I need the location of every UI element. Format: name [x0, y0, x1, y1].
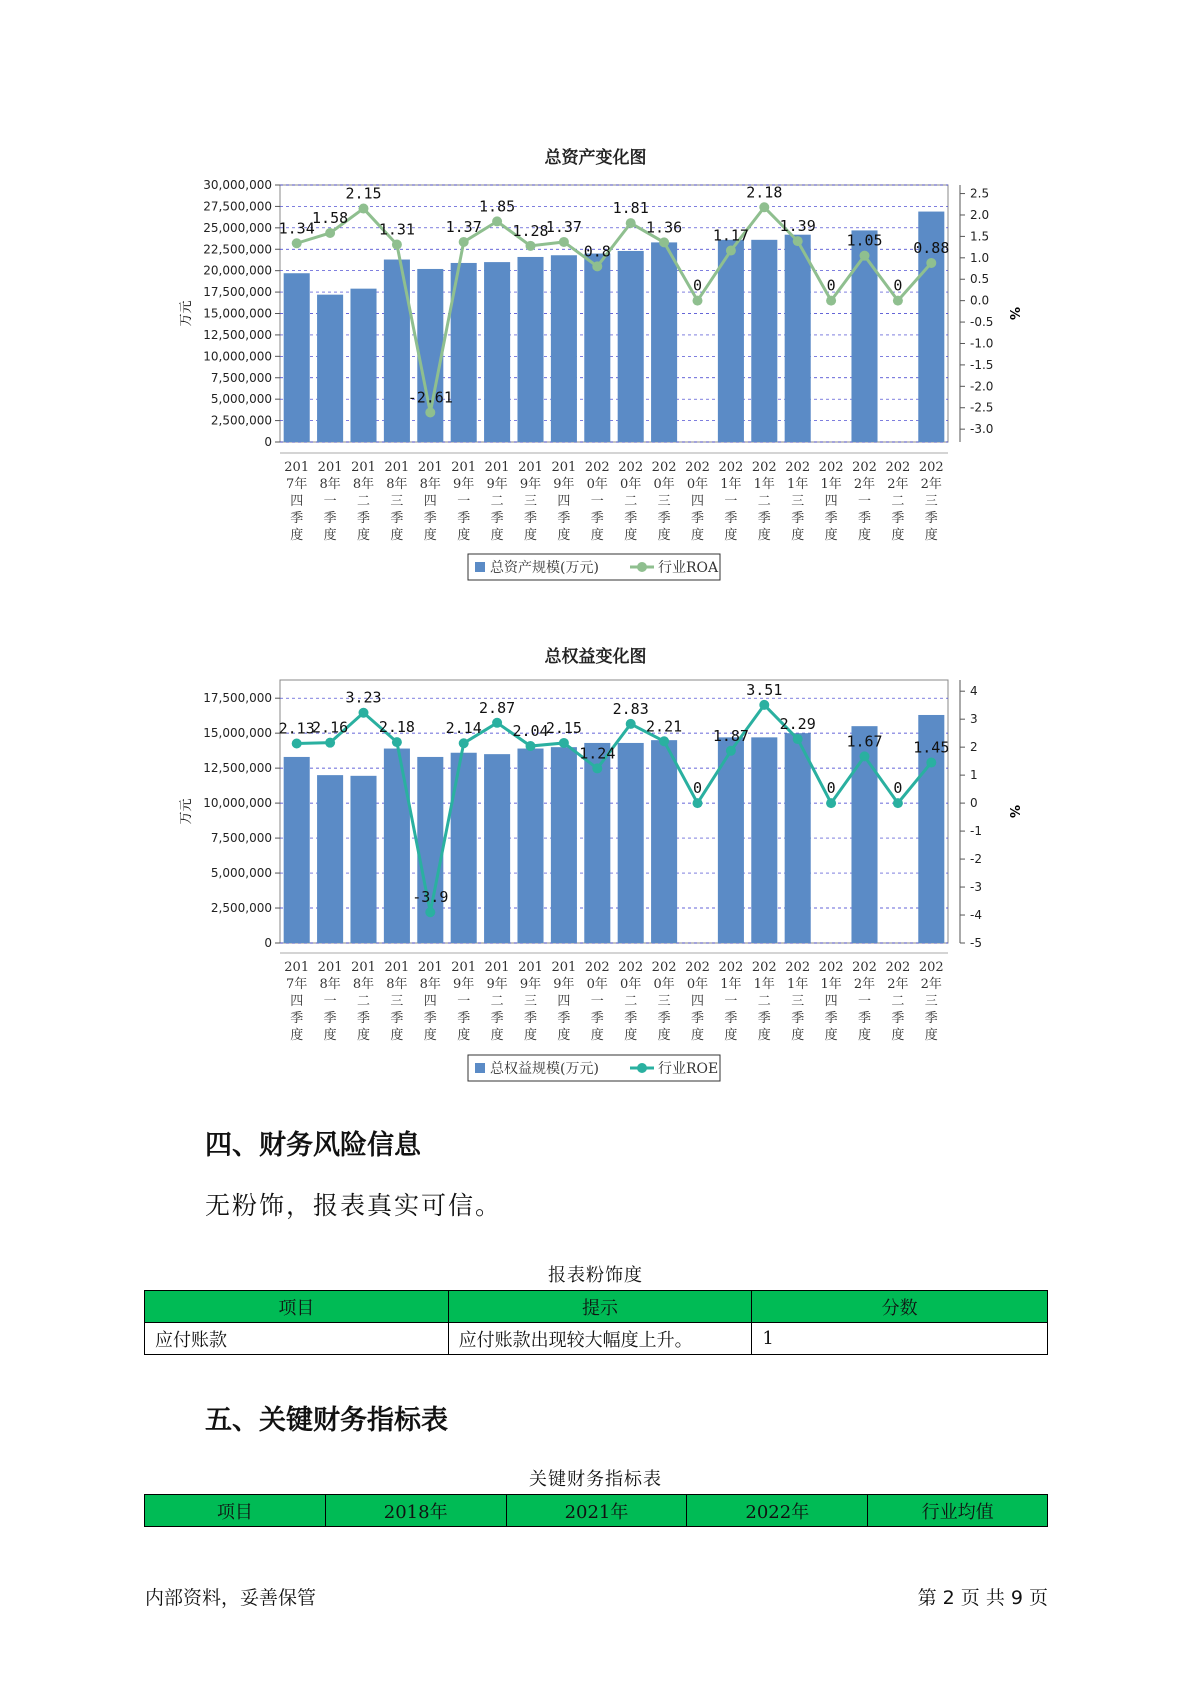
y-tick-label: 5,000,000: [210, 392, 272, 407]
line-point: [860, 251, 870, 261]
line-point: [626, 218, 636, 228]
line-point: [359, 708, 369, 718]
y-tick-label: 5,000,000: [210, 866, 272, 881]
y-tick-label: 2,500,000: [210, 901, 272, 916]
y2-tick-label: 1.5: [970, 229, 990, 244]
x-tick-label: 201 8年二季度: [351, 460, 376, 543]
table-header-row: [145, 1291, 1048, 1323]
bar: [317, 295, 343, 442]
y-tick-label: 27,500,000: [203, 199, 272, 214]
data-label: 2.15: [345, 184, 382, 203]
y-tick-label: 0: [264, 936, 272, 950]
y-tick-label: 20,000,000: [203, 263, 272, 278]
data-label: -2.61: [407, 388, 453, 407]
line-point: [726, 246, 736, 256]
key-indicators-table: [144, 1494, 1048, 1527]
line-point: [893, 296, 903, 306]
header-cell-item: 项目: [145, 1495, 326, 1527]
line-point: [592, 763, 602, 773]
x-tick-label: 202 0年一季度: [584, 960, 610, 1043]
line-point: [359, 204, 369, 214]
data-label: 1.05: [846, 231, 883, 250]
x-tick-label: 202 1年四季度: [818, 960, 844, 1043]
y-tick-label: 25,000,000: [203, 220, 272, 235]
header-cell-hint: 提示: [448, 1291, 752, 1323]
x-tick-label: 202 1年三季度: [785, 460, 811, 543]
x-tick-label: 202 2年三季度: [918, 460, 944, 543]
table-caption-whitewash: 报表粉饰度: [548, 1265, 643, 1286]
x-tick-label: 202 0年三季度: [651, 460, 677, 543]
header-cell-2022: 2022年: [687, 1495, 868, 1527]
section-heading-key-indicators: 五、关键财务指标表: [205, 1405, 448, 1436]
line-point: [659, 237, 669, 247]
chart-title-total-assets: 总资产变化图: [544, 148, 647, 168]
bar: [551, 747, 577, 943]
line-point: [693, 798, 703, 808]
page-number: 第 2 页 共 9 页: [917, 1587, 1048, 1609]
bar: [517, 257, 543, 442]
y-tick-label: 17,500,000: [203, 285, 272, 300]
table-row: [145, 1323, 1048, 1355]
y-tick-label: 0: [264, 435, 272, 449]
bar: [651, 740, 677, 943]
x-tick-label: 202 1年二季度: [751, 460, 777, 543]
cell-hint: 应付账款出现较大幅度上升。: [448, 1323, 752, 1355]
data-label: 0: [692, 276, 703, 295]
y2-tick-label: -1: [970, 824, 982, 839]
whitewash-table: [144, 1290, 1048, 1355]
table-header-row: [145, 1495, 1048, 1527]
data-label: 1.37: [545, 217, 582, 236]
line-point: [292, 739, 302, 749]
y-tick-label: 15,000,000: [203, 726, 272, 741]
data-label: 2.14: [445, 719, 482, 738]
x-tick-label: 202 0年一季度: [584, 460, 610, 543]
header-cell-item: 项目: [145, 1291, 449, 1323]
data-label: 1.37: [445, 217, 482, 236]
y2-tick-label: -2.5: [970, 400, 994, 415]
x-tick-label: 201 9年四季度: [551, 960, 577, 1043]
line-point: [759, 700, 769, 710]
y-axis-label: 万元: [179, 300, 194, 327]
data-label: 2.18: [746, 183, 783, 202]
data-label: 1.87: [712, 726, 749, 745]
footer-note: 内部资料，妥善保管: [145, 1587, 317, 1609]
data-label: 1.85: [479, 197, 516, 216]
line-point: [392, 737, 402, 747]
bar: [718, 737, 744, 943]
bar: [785, 733, 811, 943]
y2-tick-label: -4: [970, 908, 982, 923]
bar: [785, 235, 811, 442]
y2-tick-label: 4: [970, 684, 978, 699]
line-point: [459, 738, 469, 748]
data-label: 1.36: [646, 218, 683, 237]
line-point: [826, 296, 836, 306]
y2-axis-label: %: [1006, 804, 1021, 819]
y-tick-label: 22,500,000: [203, 242, 272, 257]
y2-tick-label: -1.5: [970, 357, 994, 372]
x-tick-label: 202 1年一季度: [718, 460, 744, 543]
line-point: [926, 758, 936, 768]
line-point: [592, 261, 602, 271]
y2-tick-label: -2.0: [970, 379, 994, 394]
x-tick-label: 202 1年二季度: [751, 960, 777, 1043]
legend-label-line: 行业ROE: [658, 1061, 719, 1077]
data-label: -3.9: [412, 888, 449, 907]
x-tick-label: 202 0年二季度: [618, 960, 644, 1043]
x-tick-label: 202 0年四季度: [685, 460, 710, 543]
x-tick-label: 201 7年四季度: [284, 460, 310, 543]
line-point: [626, 719, 636, 729]
header-cell-score: 分数: [752, 1291, 1048, 1323]
line-point: [759, 202, 769, 212]
data-label: 2.04: [512, 722, 549, 741]
y-tick-label: 17,500,000: [203, 691, 272, 706]
line-point: [392, 240, 402, 250]
line-point: [793, 734, 803, 744]
bar: [284, 273, 310, 442]
data-label: 1.17: [712, 226, 749, 245]
data-label: 0: [826, 276, 836, 295]
x-tick-label: 202 0年二季度: [618, 460, 644, 543]
total-assets-chart: [0, 170, 1191, 590]
line-point: [459, 237, 469, 247]
y-tick-label: 10,000,000: [203, 349, 272, 364]
section-heading-financial-risk: 四、财务风险信息: [205, 1130, 421, 1161]
bar: [618, 251, 644, 442]
risk-summary-text: 无粉饰，报表真实可信。: [205, 1191, 503, 1220]
y2-tick-label: 0.0: [970, 293, 990, 308]
data-label: 0: [692, 779, 703, 798]
bar: [751, 240, 777, 442]
y-tick-label: 10,000,000: [203, 796, 272, 811]
data-label: 2.21: [646, 717, 683, 736]
bar: [317, 775, 343, 943]
bar: [284, 757, 310, 943]
x-tick-label: 201 9年三季度: [518, 960, 543, 1043]
data-label: 1.39: [779, 217, 816, 236]
line-point: [492, 216, 502, 226]
line-point: [793, 236, 803, 246]
x-tick-label: 201 8年四季度: [417, 960, 443, 1043]
bar: [618, 743, 644, 943]
line-point: [325, 228, 335, 238]
y2-tick-label: 0.5: [970, 272, 990, 287]
x-tick-label: 202 2年二季度: [885, 960, 911, 1043]
line-point: [325, 738, 335, 748]
cell-score: 1: [752, 1323, 1048, 1355]
x-tick-label: 201 9年四季度: [551, 460, 577, 543]
y2-tick-label: -2: [970, 852, 982, 867]
line-point: [726, 746, 736, 756]
x-tick-label: 201 9年一季度: [451, 460, 477, 543]
x-tick-label: 202 2年二季度: [885, 460, 911, 543]
y2-tick-label: 0: [970, 796, 978, 811]
data-label: 1.24: [579, 744, 616, 763]
x-tick-label: 201 8年一季度: [317, 960, 343, 1043]
x-tick-label: 201 9年一季度: [451, 960, 477, 1043]
bar: [551, 255, 577, 442]
bar: [751, 737, 777, 943]
legend-swatch-marker: [637, 1063, 647, 1073]
data-label: 2.29: [779, 715, 816, 734]
data-label: 1.58: [312, 208, 349, 227]
y2-tick-label: -3.0: [970, 422, 994, 437]
bar: [851, 230, 877, 442]
bar: [384, 749, 410, 943]
legend-swatch-marker: [637, 562, 647, 572]
cell-item: 应付账款: [145, 1323, 449, 1355]
x-tick-label: 201 7年四季度: [284, 960, 310, 1043]
x-tick-label: 201 9年二季度: [484, 960, 510, 1043]
legend-swatch-bar: [475, 562, 485, 572]
y-axis-label: 万元: [179, 798, 194, 825]
y2-tick-label: 3: [970, 712, 978, 727]
line-point: [659, 736, 669, 746]
x-tick-label: 201 8年一季度: [317, 460, 343, 543]
line-point: [860, 751, 870, 761]
bar: [484, 262, 510, 442]
line-point: [693, 296, 703, 306]
data-label: 2.87: [479, 698, 516, 717]
x-tick-label: 202 0年三季度: [651, 960, 677, 1043]
data-label: 3.23: [345, 688, 382, 707]
y-tick-label: 30,000,000: [203, 178, 272, 192]
line-point: [559, 237, 569, 247]
bar: [517, 749, 543, 943]
data-label: 2.18: [378, 718, 415, 737]
y2-tick-label: 1: [970, 768, 978, 783]
line-point: [926, 258, 936, 268]
data-label: 0: [893, 779, 903, 798]
y-tick-label: 7,500,000: [210, 370, 272, 385]
y-tick-label: 15,000,000: [203, 306, 272, 321]
total-equity-chart: [0, 670, 1191, 1090]
data-label: 2.83: [612, 699, 649, 718]
y2-tick-label: 1.0: [970, 250, 990, 265]
x-tick-label: 201 8年三季度: [384, 960, 410, 1043]
y2-tick-label: -3: [970, 880, 982, 895]
table-caption-key-indicators: 关键财务指标表: [529, 1469, 662, 1490]
data-label: 1.28: [512, 221, 549, 240]
y2-tick-label: -0.5: [970, 315, 994, 330]
y-tick-label: 12,500,000: [203, 761, 272, 776]
header-cell-2018: 2018年: [325, 1495, 506, 1527]
x-tick-label: 201 8年三季度: [384, 460, 410, 543]
bar: [584, 254, 610, 442]
x-tick-label: 202 1年三季度: [785, 960, 811, 1043]
data-label: 1.67: [846, 732, 883, 751]
data-label: 0.8: [583, 242, 611, 261]
bar: [451, 753, 477, 943]
data-label: 2.15: [545, 718, 582, 737]
legend-label-line: 行业ROA: [658, 560, 719, 576]
y2-tick-label: -5: [970, 936, 982, 950]
x-tick-label: 201 9年二季度: [484, 460, 510, 543]
data-label: 1.45: [913, 738, 950, 757]
data-label: 2.16: [312, 718, 349, 737]
legend-swatch-bar: [475, 1063, 485, 1073]
x-tick-label: 202 0年四季度: [685, 960, 710, 1043]
data-label: 1.81: [612, 199, 649, 218]
line-point: [492, 718, 502, 728]
y2-tick-label: 2: [970, 740, 978, 755]
x-tick-label: 201 8年四季度: [417, 460, 443, 543]
line-point: [292, 238, 302, 248]
data-label: 0: [826, 779, 836, 798]
data-label: 0.88: [913, 238, 950, 257]
y2-tick-label: 2.5: [970, 186, 990, 201]
data-label: 0: [893, 276, 903, 295]
y2-tick-label: -1.0: [970, 336, 994, 351]
bar: [718, 240, 744, 442]
legend-label-bar: 总权益规模(万元): [490, 1061, 599, 1077]
y-tick-label: 7,500,000: [210, 831, 272, 846]
data-label: 2.13: [278, 719, 315, 738]
x-tick-label: 202 1年一季度: [718, 960, 744, 1043]
x-tick-label: 202 2年一季度: [852, 460, 877, 543]
line-point: [826, 798, 836, 808]
line-point: [425, 907, 435, 917]
bar: [350, 776, 376, 943]
line-point: [425, 407, 435, 417]
y2-axis-label: %: [1006, 306, 1021, 321]
line-point: [526, 741, 536, 751]
y2-tick-label: 2.0: [970, 207, 990, 222]
header-cell-2021: 2021年: [506, 1495, 687, 1527]
data-label: 1.34: [278, 219, 315, 238]
data-label: 1.31: [378, 220, 415, 239]
x-tick-label: 202 2年一季度: [852, 960, 877, 1043]
y-tick-label: 2,500,000: [210, 413, 272, 428]
bar: [350, 289, 376, 442]
line-point: [559, 738, 569, 748]
header-cell-industry-avg: 行业均值: [868, 1495, 1048, 1527]
line-point: [893, 798, 903, 808]
x-tick-label: 202 1年四季度: [818, 460, 844, 543]
x-tick-label: 202 2年三季度: [918, 960, 944, 1043]
y-tick-label: 12,500,000: [203, 327, 272, 342]
bar: [651, 242, 677, 442]
line-point: [526, 241, 536, 251]
x-tick-label: 201 8年二季度: [351, 960, 376, 1043]
x-tick-label: 201 9年三季度: [518, 460, 543, 543]
legend-label-bar: 总资产规模(万元): [490, 560, 599, 576]
data-label: 3.51: [746, 680, 783, 699]
chart-title-total-equity: 总权益变化图: [544, 647, 647, 667]
bar: [484, 754, 510, 943]
